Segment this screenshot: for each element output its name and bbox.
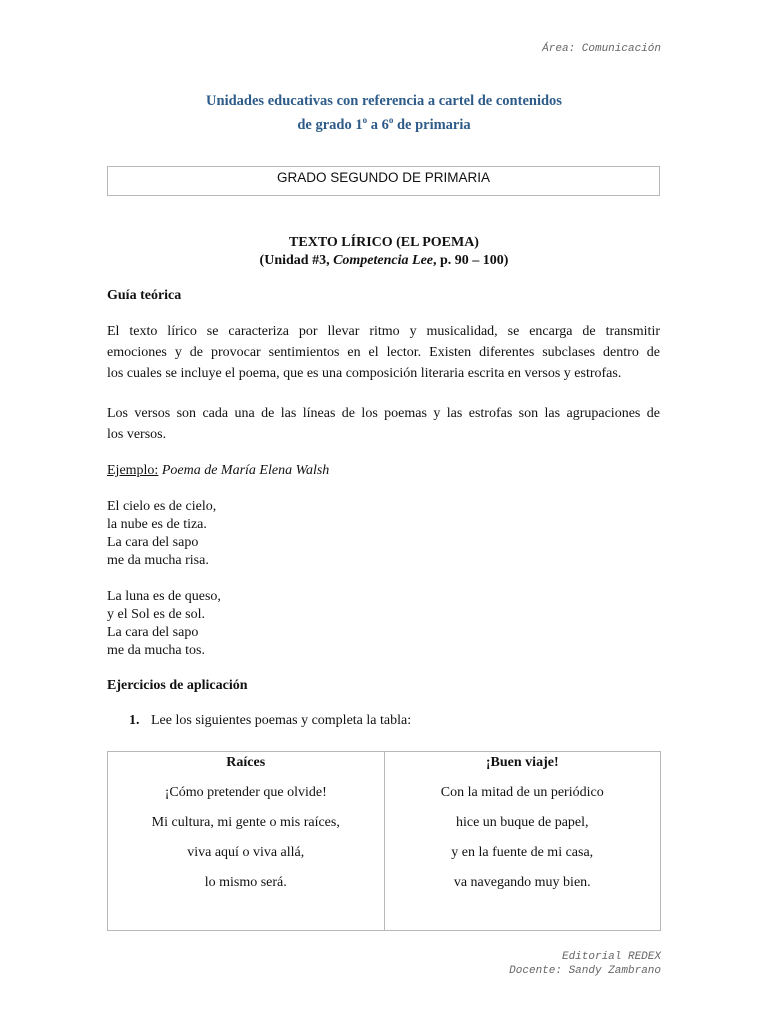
- paragraph-1-line-3: los cuales se incluye el poema, que es una composición literaria escrita en versos y estrofas.: [107, 366, 622, 381]
- example-poet: Poema de María Elena Walsh: [158, 463, 330, 478]
- poem-title-right: ¡Buen viaje!: [485, 755, 559, 770]
- stanza-2-verse: La cara del sapo: [107, 625, 199, 640]
- poem-cell-left: [108, 752, 385, 931]
- stanza-2-verse: La luna es de queso,: [107, 589, 221, 604]
- title-line-2: [0, 111, 768, 135]
- degree-sup-1: o: [362, 115, 368, 125]
- paragraph-2-line-1: Los versos son cada una de las líneas de los poemas y las estrofas son las agrupaciones de: [107, 406, 660, 421]
- example-label-line: [107, 463, 329, 479]
- stanza-2-verse: y el Sol es de sol.: [107, 607, 205, 622]
- poem-verse: va navegando muy bien.: [453, 875, 591, 890]
- title-line-2-part-b: a 6: [367, 116, 389, 133]
- poem-verse: y en la fuente de mi casa,: [451, 845, 594, 860]
- section-heading: TEXTO LÍRICO (EL POEMA): [289, 235, 479, 250]
- stanza-1-verse: me da mucha risa.: [107, 553, 209, 568]
- footer-teacher: Docente: Sandy Zambrano: [509, 965, 661, 977]
- title-line-2-part-c: de primaria: [393, 116, 471, 133]
- exercise-item-1: [129, 713, 411, 729]
- paragraph-1-line-2: emociones y de provocar sentimientos en el lector. Existen diferentes subclases dentro de: [107, 345, 660, 360]
- footer: [509, 950, 661, 978]
- stanza-1-verse: El cielo es de cielo,: [107, 499, 217, 514]
- exercise-instruction: Lee los siguientes poemas y completa la tabla:: [151, 713, 412, 728]
- poems-table: [107, 751, 661, 931]
- poem-title-left: Raíces: [226, 755, 266, 770]
- document-title: [0, 92, 768, 135]
- degree-sup-2: o: [388, 115, 394, 125]
- poem-verse: lo mismo será.: [204, 875, 287, 890]
- stanza-2-verse: me da mucha tos.: [107, 643, 205, 658]
- grade-box: [107, 166, 660, 196]
- page-range: , p. 90 – 100): [433, 253, 509, 268]
- title-line-1: Unidades educativas con referencia a cartel de contenidos: [206, 93, 562, 109]
- guide-paragraph-1: [107, 321, 660, 384]
- section-title: [0, 234, 768, 270]
- title-line-2-part-a: de grado 1: [297, 116, 363, 133]
- guide-heading: Guía teórica: [107, 288, 182, 303]
- footer-publisher: Editorial REDEX: [561, 951, 661, 963]
- poem-stanza-1: [107, 498, 216, 570]
- paragraph-2-line-2: los versos.: [107, 427, 167, 442]
- exercises-heading: Ejercicios de aplicación: [107, 678, 248, 693]
- stanza-1-verse: La cara del sapo: [107, 535, 199, 550]
- guide-paragraph-2: [107, 403, 660, 445]
- section-subheading: [0, 252, 768, 270]
- poem-verse: viva aquí o viva allá,: [187, 845, 305, 860]
- poem-verse: hice un buque de papel,: [455, 815, 589, 830]
- subject-area-header: Área: Comunicación: [542, 43, 661, 55]
- competency-label: Competencia Lee: [333, 253, 433, 268]
- poem-verse: ¡Cómo pretender que olvide!: [164, 785, 327, 800]
- poem-cell-right: [384, 752, 661, 931]
- exercise-number: 1.: [129, 713, 140, 728]
- poem-verse: Con la mitad de un periódico: [440, 785, 604, 800]
- example-label: Ejemplo:: [107, 463, 159, 478]
- stanza-1-verse: la nube es de tiza.: [107, 517, 207, 532]
- paragraph-1-line-1: El texto lírico se caracteriza por llevar ritmo y musicalidad, se encarga de transmitir: [107, 324, 660, 339]
- poem-stanza-2: [107, 588, 221, 660]
- grade-label: GRADO SEGUNDO DE PRIMARIA: [276, 170, 491, 185]
- unit-label: (Unidad #3,: [259, 253, 334, 268]
- poem-verse: Mi cultura, mi gente o mis raíces,: [151, 815, 340, 830]
